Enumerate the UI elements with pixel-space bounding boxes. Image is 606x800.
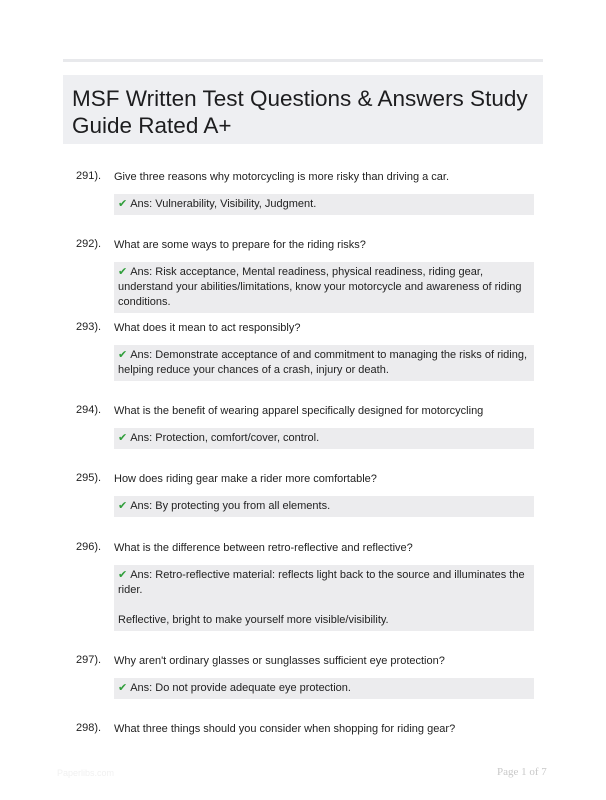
question-text: Why aren't ordinary glasses or sunglasses sufficient eye protection? xyxy=(114,655,445,667)
answer-box xyxy=(114,345,534,381)
question-text: What does it mean to act responsibly? xyxy=(114,322,301,334)
question-number: 293). xyxy=(76,321,102,333)
question-number: 295). xyxy=(76,472,102,484)
answer-box xyxy=(114,496,534,517)
answer-text-continued: Reflective, bright to make yourself more visible/visibility. xyxy=(118,614,389,626)
answer-text: Ans: By protecting you from all elements. xyxy=(130,500,331,512)
question-text: Give three reasons why motorcycling is more risky than driving a car. xyxy=(114,171,450,183)
document-title: MSF Written Test Questions & Answers Study Guide Rated A+ xyxy=(72,86,528,138)
checkmark-icon: ✔ xyxy=(118,500,128,512)
answer-text: Ans: Vulnerability, Visibility, Judgment. xyxy=(130,198,317,210)
footer-watermark: Paperlibs.com xyxy=(57,768,115,778)
answer-box xyxy=(114,262,534,313)
question-text: What is the benefit of wearing apparel specifically designed for motorcycling xyxy=(114,405,484,417)
answer-box xyxy=(114,194,534,215)
checkmark-icon: ✔ xyxy=(118,266,128,278)
question-number: 291). xyxy=(76,170,102,182)
answer-text: Ans: Protection, comfort/cover, control. xyxy=(130,432,320,444)
answer-text: Ans: Demonstrate acceptance of and commitment to managing the risks of riding, helping reduce your chances of a crash, injury or death. xyxy=(118,349,528,376)
checkmark-icon: ✔ xyxy=(118,569,128,581)
question-number: 292). xyxy=(76,238,102,250)
answer-box xyxy=(114,428,534,449)
answer-box xyxy=(114,678,534,699)
question-number: 296). xyxy=(76,541,102,553)
page-indicator: Page 1 of 7 xyxy=(497,766,547,778)
checkmark-icon: ✔ xyxy=(118,198,128,210)
answer-text: Ans: Do not provide adequate eye protection. xyxy=(130,682,351,694)
checkmark-icon: ✔ xyxy=(118,682,128,694)
answer-box xyxy=(114,565,534,631)
question-text: What are some ways to prepare for the riding risks? xyxy=(114,239,366,251)
question-number: 298). xyxy=(76,722,102,734)
answer-text: Ans: Retro-reflective material: reflects light back to the source and illuminates the rider. xyxy=(118,569,525,596)
title-banner xyxy=(63,75,543,144)
checkmark-icon: ✔ xyxy=(118,432,128,444)
answer-text: Ans: Risk acceptance, Mental readiness, physical readiness, riding gear, understand your abilities/limitations, know your motorcycle and awareness of riding conditions. xyxy=(118,266,522,308)
question-number: 297). xyxy=(76,654,102,666)
question-text: How does riding gear make a rider more comfortable? xyxy=(114,473,377,485)
question-text: What is the difference between retro-reflective and reflective? xyxy=(114,542,413,554)
top-divider xyxy=(63,59,543,62)
question-text: What three things should you consider when shopping for riding gear? xyxy=(114,723,456,735)
checkmark-icon: ✔ xyxy=(118,349,128,361)
question-number: 294). xyxy=(76,404,102,416)
